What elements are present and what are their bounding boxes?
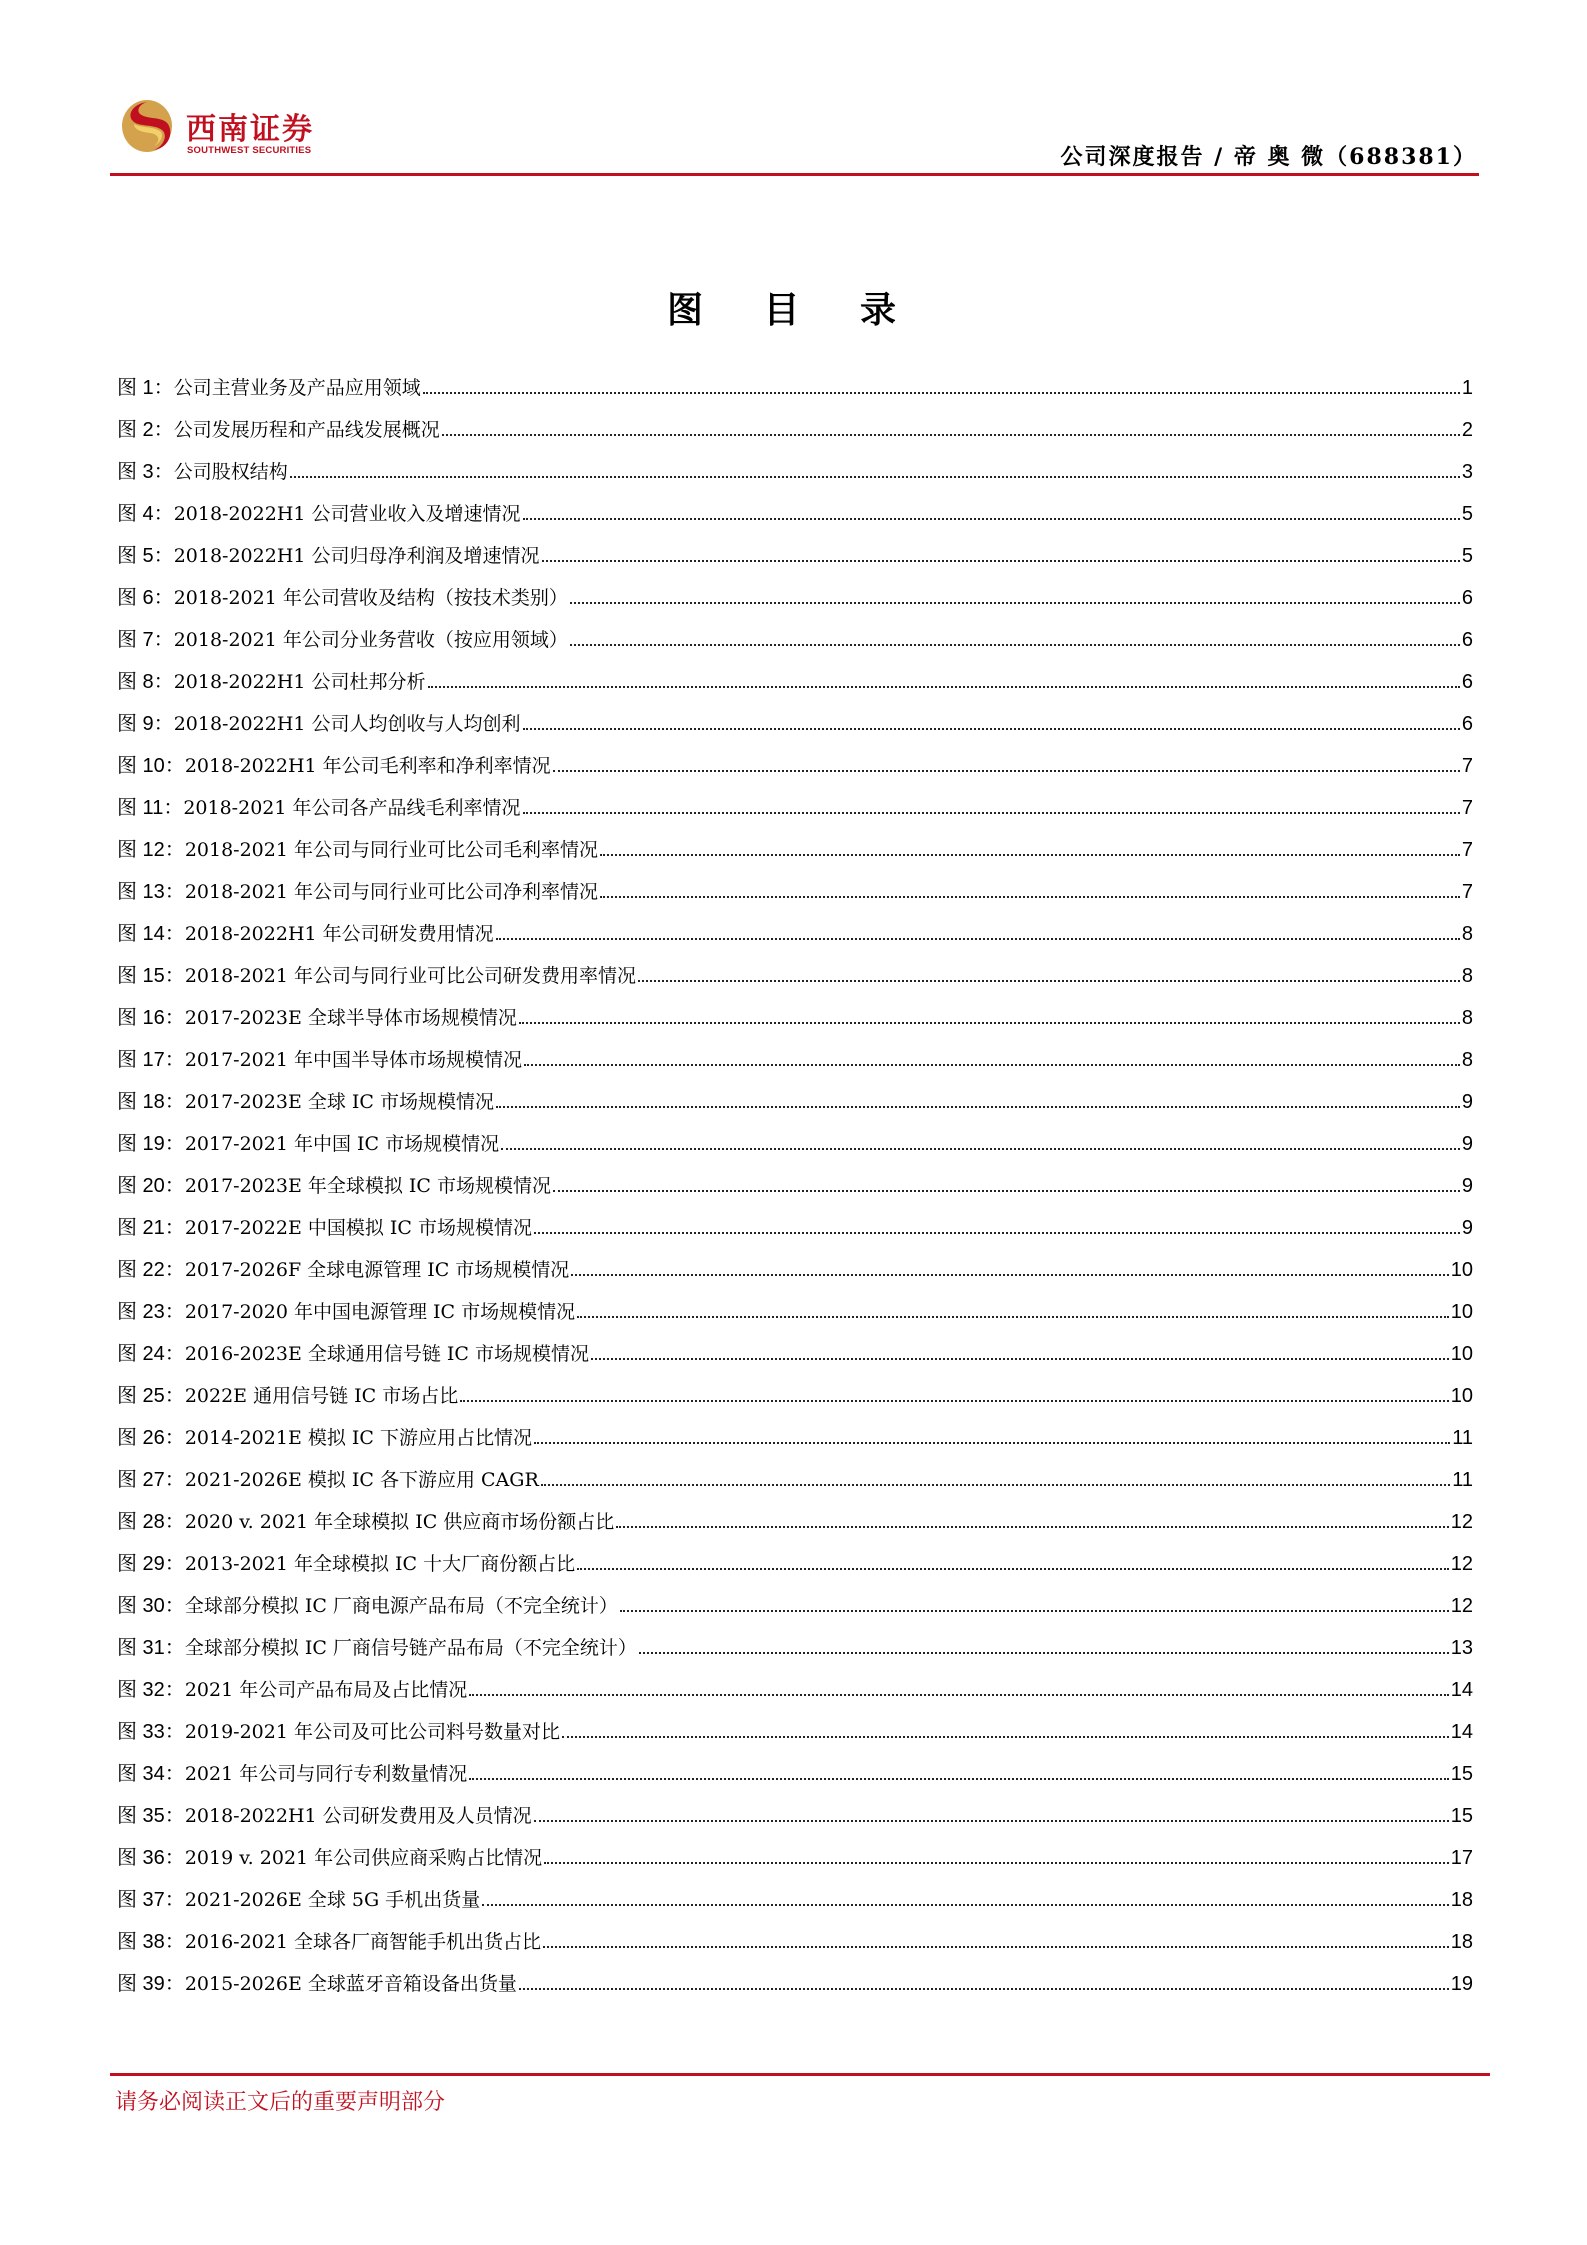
figure-toc-list <box>117 374 1473 2012</box>
toc-leader-dots <box>600 878 1460 898</box>
toc-leader-dots <box>428 668 1460 688</box>
toc-entry-page[interactable]: 12 <box>1450 1511 1473 1533</box>
toc-leader-dots <box>638 962 1460 982</box>
toc-entry[interactable] <box>117 1676 1473 1718</box>
toc-entry-page[interactable]: 9 <box>1461 1091 1473 1113</box>
toc-entry-page[interactable]: 7 <box>1461 755 1473 777</box>
toc-entry-page[interactable]: 2 <box>1461 419 1473 441</box>
toc-entry-title[interactable]: 2021 年公司产品布局及占比情况 <box>184 1679 468 1701</box>
toc-entry-title[interactable]: 2018-2022H1 公司营业收入及增速情况 <box>173 503 521 525</box>
toc-leader-dots <box>553 1172 1460 1192</box>
toc-entry[interactable] <box>117 1004 1473 1046</box>
toc-entry[interactable] <box>117 1760 1473 1802</box>
toc-entry-label: 图 18： <box>117 1091 185 1113</box>
toc-entry-title[interactable]: 2018-2022H1 公司研发费用及人员情况 <box>184 1805 532 1827</box>
toc-entry-label: 图 11： <box>117 797 184 819</box>
toc-entry[interactable] <box>117 794 1473 836</box>
toc-entry-page[interactable]: 7 <box>1461 797 1473 819</box>
toc-entry-page[interactable]: 6 <box>1461 671 1473 693</box>
toc-entry-label: 图 25： <box>117 1385 185 1407</box>
toc-leader-dots <box>482 1886 1449 1906</box>
toc-entry-title[interactable]: 2017-2020 年中国电源管理 IC 市场规模情况 <box>184 1301 576 1323</box>
toc-leader-dots <box>290 458 1460 478</box>
toc-entry-page[interactable]: 18 <box>1450 1889 1473 1911</box>
toc-entry-page[interactable]: 5 <box>1461 545 1473 567</box>
toc-entry-title[interactable]: 2018-2022H1 年公司研发费用情况 <box>184 923 494 945</box>
toc-entry-label: 图 23： <box>117 1301 185 1323</box>
toc-entry-label: 图 10： <box>117 755 185 777</box>
toc-entry-page[interactable]: 19 <box>1450 1973 1473 1995</box>
toc-entry-title[interactable]: 2017-2023E 全球半导体市场规模情况 <box>184 1007 517 1029</box>
toc-entry-page[interactable]: 8 <box>1461 965 1473 987</box>
toc-entry[interactable] <box>117 500 1473 542</box>
toc-entry-title[interactable]: 全球部分模拟 IC 厂商信号链产品布局（不完全统计） <box>184 1637 637 1659</box>
toc-entry-label: 图 31： <box>117 1637 185 1659</box>
toc-entry-label: 图 2： <box>117 419 174 441</box>
toc-entry[interactable] <box>117 458 1473 500</box>
toc-entry[interactable] <box>117 1592 1473 1634</box>
toc-leader-dots <box>600 836 1460 856</box>
toc-leader-dots <box>523 500 1460 520</box>
toc-entry[interactable] <box>117 1340 1473 1382</box>
toc-entry[interactable] <box>117 836 1473 878</box>
toc-entry-title[interactable]: 公司主营业务及产品应用领域 <box>173 377 421 399</box>
toc-entry[interactable] <box>117 920 1473 962</box>
toc-entry-label: 图 9： <box>117 713 174 735</box>
toc-entry-page[interactable]: 8 <box>1461 1007 1473 1029</box>
toc-entry-title[interactable]: 2018-2021 年公司分业务营收（按应用领域） <box>173 629 568 651</box>
toc-leader-dots <box>544 1844 1449 1864</box>
toc-entry-title[interactable]: 公司股权结构 <box>173 461 288 483</box>
toc-entry-title[interactable]: 2018-2021 年公司与同行业可比公司研发费用率情况 <box>184 965 636 987</box>
toc-leader-dots <box>543 1928 1449 1948</box>
toc-entry-page[interactable]: 13 <box>1450 1637 1473 1659</box>
toc-entry-title[interactable]: 2018-2021 年公司与同行业可比公司净利率情况 <box>184 881 598 903</box>
toc-entry-page[interactable]: 14 <box>1450 1721 1473 1743</box>
toc-entry-label: 图 22： <box>117 1259 185 1281</box>
toc-entry[interactable] <box>117 1298 1473 1340</box>
toc-entry-page[interactable]: 8 <box>1461 1049 1473 1071</box>
toc-entry-title[interactable]: 公司发展历程和产品线发展概况 <box>173 419 440 441</box>
header-divider <box>110 173 1479 176</box>
toc-entry[interactable] <box>117 1928 1473 1970</box>
toc-entry[interactable] <box>117 1466 1473 1508</box>
toc-entry-label: 图 15： <box>117 965 185 987</box>
toc-entry-title[interactable]: 2022E 通用信号链 IC 市场占比 <box>184 1385 459 1407</box>
toc-entry[interactable] <box>117 626 1473 668</box>
footer-divider <box>110 2073 1490 2076</box>
toc-entry-label: 图 28： <box>117 1511 185 1533</box>
toc-entry-title[interactable]: 2018-2021 年公司营收及结构（按技术类别） <box>173 587 568 609</box>
toc-entry[interactable] <box>117 374 1473 416</box>
toc-entry[interactable] <box>117 1634 1473 1676</box>
toc-entry-page[interactable]: 1 <box>1461 377 1473 399</box>
toc-entry-label: 图 5： <box>117 545 174 567</box>
toc-entry-title[interactable]: 2017-2026F 全球电源管理 IC 市场规模情况 <box>184 1259 570 1281</box>
toc-entry[interactable] <box>117 1550 1473 1592</box>
toc-entry-label: 图 1： <box>117 377 174 399</box>
toc-entry-title[interactable]: 2021-2026E 模拟 IC 各下游应用 CAGR <box>184 1469 539 1491</box>
toc-entry-label: 图 26： <box>117 1427 185 1449</box>
toc-leader-dots <box>501 1130 1460 1150</box>
toc-entry[interactable] <box>117 1256 1473 1298</box>
toc-entry[interactable] <box>117 1886 1473 1928</box>
toc-entry-label: 图 27： <box>117 1469 185 1491</box>
toc-entry-title[interactable]: 2017-2021 年中国 IC 市场规模情况 <box>184 1133 500 1155</box>
toc-entry-page[interactable]: 11 <box>1452 1427 1473 1449</box>
toc-entry[interactable] <box>117 1718 1473 1760</box>
toc-entry[interactable] <box>117 1844 1473 1886</box>
toc-entry-label: 图 8： <box>117 671 174 693</box>
toc-entry[interactable] <box>117 668 1473 710</box>
toc-entry-label: 图 14： <box>117 923 185 945</box>
toc-leader-dots <box>620 1592 1449 1612</box>
toc-entry-label: 图 24： <box>117 1343 185 1365</box>
toc-entry-title[interactable]: 2017-2023E 全球 IC 市场规模情况 <box>184 1091 494 1113</box>
toc-leader-dots <box>577 1550 1449 1570</box>
toc-entry-page[interactable]: 10 <box>1450 1301 1473 1323</box>
toc-entry[interactable] <box>117 1424 1473 1466</box>
toc-entry[interactable] <box>117 878 1473 920</box>
toc-entry-title[interactable]: 2015-2026E 全球蓝牙音箱设备出货量 <box>184 1973 517 1995</box>
toc-entry-page[interactable]: 7 <box>1461 839 1473 861</box>
toc-leader-dots <box>519 1970 1449 1990</box>
toc-entry-label: 图 17： <box>117 1049 185 1071</box>
toc-entry-title[interactable]: 2017-2022E 中国模拟 IC 市场规模情况 <box>184 1217 532 1239</box>
toc-entry[interactable] <box>117 416 1473 458</box>
toc-entry[interactable] <box>117 1172 1473 1214</box>
toc-leader-dots <box>469 1760 1449 1780</box>
toc-entry-label: 图 21： <box>117 1217 185 1239</box>
toc-entry[interactable] <box>117 1382 1473 1424</box>
toc-leader-dots <box>519 1004 1460 1024</box>
toc-entry-label: 图 38： <box>117 1931 185 1953</box>
toc-entry-title[interactable]: 2014-2021E 模拟 IC 下游应用占比情况 <box>184 1427 532 1449</box>
toc-entry-title[interactable]: 2017-2023E 年全球模拟 IC 市场规模情况 <box>184 1175 551 1197</box>
toc-entry-label: 图 36： <box>117 1847 185 1869</box>
toc-entry-page[interactable]: 10 <box>1450 1343 1473 1365</box>
logo-english-name: SOUTHWEST SECURITIES <box>187 145 312 156</box>
toc-entry-label: 图 13： <box>117 881 185 903</box>
toc-leader-dots <box>523 794 1460 814</box>
toc-entry[interactable] <box>117 1508 1473 1550</box>
toc-entry-title[interactable]: 2021 年公司与同行专利数量情况 <box>184 1763 468 1785</box>
toc-leader-dots <box>570 584 1460 604</box>
toc-entry-title[interactable]: 2018-2022H1 公司人均创收与人均创利 <box>173 713 521 735</box>
toc-entry-title[interactable]: 2019 v. 2021 年公司供应商采购占比情况 <box>184 1847 543 1869</box>
toc-leader-dots <box>577 1298 1449 1318</box>
toc-entry-page[interactable]: 9 <box>1461 1133 1473 1155</box>
toc-entry[interactable] <box>117 584 1473 626</box>
toc-entry[interactable] <box>117 962 1473 1004</box>
toc-entry-label: 图 29： <box>117 1553 185 1575</box>
toc-entry-page[interactable]: 14 <box>1450 1679 1473 1701</box>
toc-entry-label: 图 16： <box>117 1007 185 1029</box>
toc-leader-dots <box>496 920 1460 940</box>
toc-entry-title[interactable]: 2016-2021 全球各厂商智能手机出货占比 <box>184 1931 541 1953</box>
toc-entry-label: 图 34： <box>117 1763 185 1785</box>
toc-entry-title[interactable]: 2018-2022H1 公司杜邦分析 <box>173 671 426 693</box>
logo-swirl-icon <box>122 100 172 152</box>
toc-entry-title[interactable]: 全球部分模拟 IC 厂商电源产品布局（不完全统计） <box>184 1595 618 1617</box>
toc-entry-label: 图 3： <box>117 461 174 483</box>
toc-leader-dots <box>469 1676 1449 1696</box>
toc-leader-dots <box>423 374 1460 394</box>
toc-leader-dots <box>616 1508 1448 1528</box>
disclaimer-note: 请务必阅读正文后的重要声明部分 <box>115 2090 446 2115</box>
toc-leader-dots <box>524 1046 1460 1066</box>
toc-entry[interactable] <box>117 1046 1473 1088</box>
toc-entry-page[interactable]: 6 <box>1461 629 1473 651</box>
toc-entry-page[interactable]: 10 <box>1450 1385 1473 1407</box>
toc-entry-title[interactable]: 2013-2021 年全球模拟 IC 十大厂商份额占比 <box>184 1553 576 1575</box>
toc-leader-dots <box>591 1340 1449 1360</box>
toc-entry[interactable] <box>117 752 1473 794</box>
report-header-title: 公司深度报告 / 帝 奥 微（688381） <box>1060 144 1477 170</box>
toc-entry-page[interactable]: 7 <box>1461 881 1473 903</box>
toc-leader-dots <box>460 1382 1449 1402</box>
toc-leader-dots <box>496 1088 1460 1108</box>
toc-entry-page[interactable]: 6 <box>1461 713 1473 735</box>
toc-entry-title[interactable]: 2019-2021 年公司及可比公司料号数量对比 <box>184 1721 560 1743</box>
toc-entry-label: 图 19： <box>117 1133 185 1155</box>
toc-entry-page[interactable]: 15 <box>1450 1763 1473 1785</box>
toc-entry-title[interactable]: 2018-2021 年公司各产品线毛利率情况 <box>183 797 521 819</box>
toc-entry-page[interactable]: 10 <box>1450 1259 1473 1281</box>
toc-leader-dots <box>534 1214 1460 1234</box>
toc-entry-page[interactable]: 11 <box>1452 1469 1473 1491</box>
toc-entry-title[interactable]: 2021-2026E 全球 5G 手机出货量 <box>184 1889 481 1911</box>
toc-leader-dots <box>534 1802 1449 1822</box>
toc-entry[interactable] <box>117 1802 1473 1844</box>
toc-leader-dots <box>553 752 1460 772</box>
toc-entry[interactable] <box>117 1214 1473 1256</box>
toc-entry[interactable] <box>117 1088 1473 1130</box>
toc-entry-page[interactable]: 8 <box>1461 923 1473 945</box>
toc-entry-label: 图 39： <box>117 1973 185 1995</box>
toc-entry-page[interactable]: 6 <box>1461 587 1473 609</box>
toc-entry-page[interactable]: 9 <box>1461 1217 1473 1239</box>
toc-leader-dots <box>542 542 1460 562</box>
toc-entry-label: 图 20： <box>117 1175 185 1197</box>
toc-entry-label: 图 12： <box>117 839 185 861</box>
toc-entry-page[interactable]: 17 <box>1450 1847 1473 1869</box>
toc-entry-label: 图 35： <box>117 1805 185 1827</box>
toc-entry-page[interactable]: 3 <box>1461 461 1473 483</box>
company-logo <box>120 98 340 158</box>
toc-entry[interactable] <box>117 710 1473 752</box>
toc-entry-title[interactable]: 2016-2023E 全球通用信号链 IC 市场规模情况 <box>184 1343 589 1365</box>
logo-chinese-name: 西南证券 <box>186 112 314 147</box>
toc-entry-label: 图 30： <box>117 1595 185 1617</box>
toc-entry[interactable] <box>117 1970 1473 2012</box>
toc-entry[interactable] <box>117 542 1473 584</box>
toc-leader-dots <box>541 1466 1450 1486</box>
toc-entry-label: 图 32： <box>117 1679 185 1701</box>
toc-leader-dots <box>442 416 1460 436</box>
toc-entry-title[interactable]: 2018-2022H1 年公司毛利率和净利率情况 <box>184 755 551 777</box>
toc-leader-dots <box>570 626 1460 646</box>
toc-leader-dots <box>534 1424 1450 1444</box>
toc-entry-label: 图 37： <box>117 1889 185 1911</box>
toc-entry-page[interactable]: 12 <box>1450 1553 1473 1575</box>
toc-leader-dots <box>523 710 1460 730</box>
toc-entry[interactable] <box>117 1130 1473 1172</box>
toc-entry-label: 图 4： <box>117 503 174 525</box>
toc-entry-title[interactable]: 2018-2022H1 公司归母净利润及增速情况 <box>173 545 540 567</box>
toc-entry-page[interactable]: 9 <box>1461 1175 1473 1197</box>
toc-leader-dots <box>562 1718 1449 1738</box>
page-title: 图 目 录 <box>666 289 921 331</box>
toc-entry-page[interactable]: 5 <box>1461 503 1473 525</box>
toc-entry-label: 图 6： <box>117 587 174 609</box>
toc-leader-dots <box>571 1256 1448 1276</box>
toc-entry-title[interactable]: 2018-2021 年公司与同行业可比公司毛利率情况 <box>184 839 598 861</box>
toc-entry-label: 图 7： <box>117 629 174 651</box>
toc-entry-page[interactable]: 18 <box>1450 1931 1473 1953</box>
toc-entry-title[interactable]: 2017-2021 年中国半导体市场规模情况 <box>184 1049 522 1071</box>
toc-entry-page[interactable]: 12 <box>1450 1595 1473 1617</box>
toc-entry-page[interactable]: 15 <box>1450 1805 1473 1827</box>
toc-leader-dots <box>639 1634 1449 1654</box>
toc-entry-label: 图 33： <box>117 1721 185 1743</box>
toc-entry-title[interactable]: 2020 v. 2021 年全球模拟 IC 供应商市场份额占比 <box>184 1511 615 1533</box>
